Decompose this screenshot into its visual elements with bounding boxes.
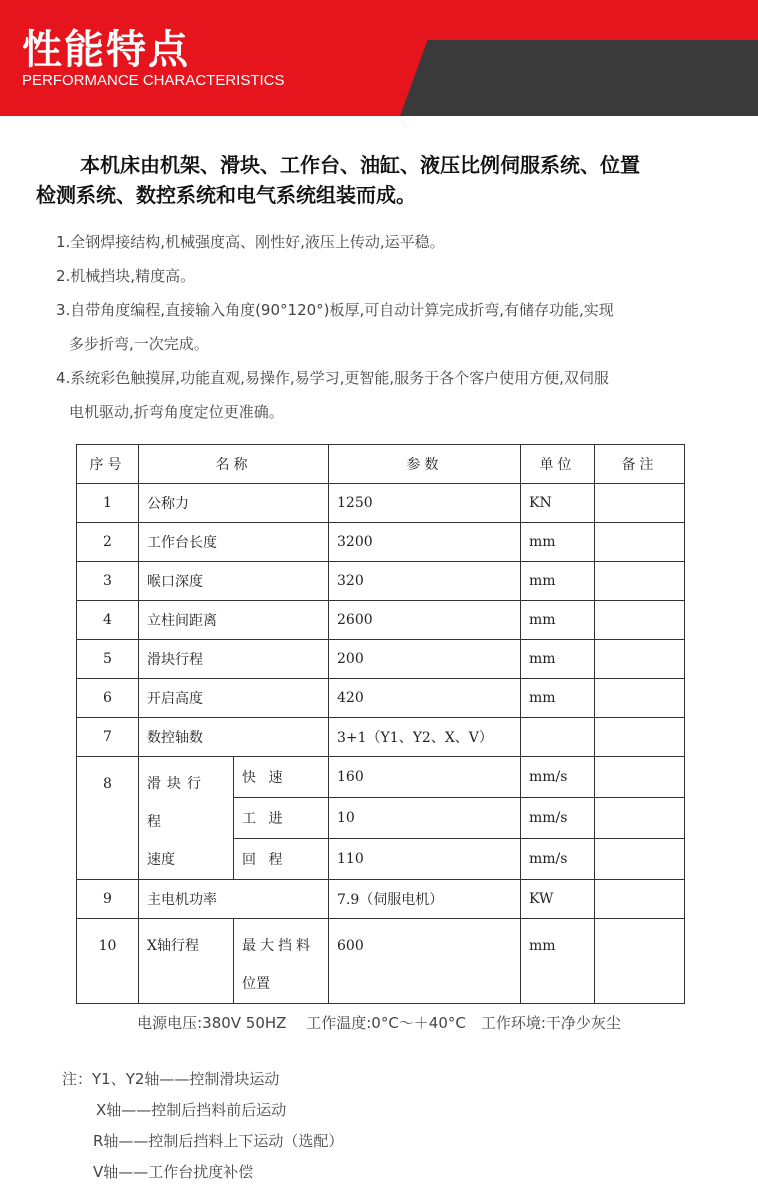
table-row-speed [77,757,685,798]
row-sub-line-2: 位置 [242,976,270,992]
axis-notes [62,1064,343,1188]
row-unit: mm [521,562,595,601]
row-remark [595,798,685,839]
row-unit: mm [521,919,595,1004]
table-header-row [77,445,685,484]
row-remark [595,718,685,757]
row-name: 工作台长度 [139,523,329,562]
row-name: 数控轴数 [139,718,329,757]
feature-item-1: 1.全钢焊接结构,机械强度高、刚性好,液压上传动,运平稳。 [56,233,445,251]
table-row [77,679,685,718]
row-no: 2 [77,523,139,562]
intro-line-2: 检测系统、数控系统和电气系统组装而成。 [36,183,416,207]
note-line-3: R轴——控制后挡料上下运动（选配） [93,1132,344,1150]
row-no: 4 [77,601,139,640]
row-remark [595,839,685,880]
row-no: 3 [77,562,139,601]
row-unit: mm [521,601,595,640]
feature-item-3-cont: 多步折弯,一次完成。 [69,335,209,353]
header-remark: 备注 [595,445,685,484]
row-unit: mm/s [521,757,595,798]
row-param: 110 [329,839,521,880]
row-name-line-2: 速度 [147,852,175,868]
row-param: 1250 [329,484,521,523]
header-no: 序号 [77,445,139,484]
row-param: 200 [329,640,521,679]
table-row [77,562,685,601]
row-name: 开启高度 [139,679,329,718]
row-unit [521,718,595,757]
note-line-4: V轴——工作台扰度补偿 [93,1163,254,1181]
row-no: 6 [77,679,139,718]
row-sub-label: 快 速 [234,757,329,798]
note-line-1: 注：Y1、Y2轴——控制滑块运动 [62,1070,280,1088]
row-name-line-1: 滑块行程 [147,776,207,830]
row-remark [595,679,685,718]
row-sub-line-1: 最大挡料 [242,938,314,954]
row-unit: mm [521,679,595,718]
row-no: 8 [77,757,139,880]
row-no: 5 [77,640,139,679]
section-subtitle: PERFORMANCE CHARACTERISTICS [22,72,285,89]
row-unit: mm [521,640,595,679]
row-param: 160 [329,757,521,798]
row-unit: KN [521,484,595,523]
row-param: 3200 [329,523,521,562]
power-info: 电源电压:380V 50HZ 工作温度:0°C～＋40°C 工作环境:干净少灰尘 [137,1014,621,1032]
row-param: 420 [329,679,521,718]
intro-line-1: 本机床由机架、滑块、工作台、油缸、液压比例伺服系统、位置 [80,153,640,177]
banner-dark-band [400,40,758,116]
row-unit: mm/s [521,839,595,880]
header-banner [0,0,758,116]
row-sub-label: 工 进 [234,798,329,839]
row-no: 10 [77,919,139,1004]
row-remark [595,880,685,919]
row-sub-label [234,919,329,1004]
feature-item-4: 4.系统彩色触摸屏,功能直观,易操作,易学习,更智能,服务于各个客户使用方便,双伺服 [56,369,609,387]
row-remark [595,484,685,523]
row-name: 主电机功率 [139,880,329,919]
row-name: 喉口深度 [139,562,329,601]
row-param: 3+1（Y1、Y2、X、V） [329,718,521,757]
row-remark [595,919,685,1004]
feature-list [56,225,716,429]
row-param: 600 [329,919,521,1004]
table-row [77,601,685,640]
table-row [77,523,685,562]
intro-paragraph [36,150,736,210]
row-remark [595,562,685,601]
row-unit: KW [521,880,595,919]
feature-item-4-cont: 电机驱动,折弯角度定位更准确。 [69,403,284,421]
note-line-2: X轴——控制后挡料前后运动 [96,1101,287,1119]
header-param: 参数 [329,445,521,484]
row-no: 9 [77,880,139,919]
row-no: 7 [77,718,139,757]
row-unit: mm [521,523,595,562]
row-param: 10 [329,798,521,839]
spec-table [76,444,685,1004]
table-row [77,718,685,757]
feature-item-2: 2.机械挡块,精度高。 [56,267,196,285]
table-row-xaxis [77,919,685,1004]
row-name: 立柱间距离 [139,601,329,640]
row-name: 滑块行程 [139,640,329,679]
header-unit: 单位 [521,445,595,484]
row-remark [595,640,685,679]
row-remark [595,601,685,640]
row-sub-label: 回 程 [234,839,329,880]
row-param: 2600 [329,601,521,640]
row-param: 320 [329,562,521,601]
table-row [77,880,685,919]
section-title: 性能特点 [22,27,190,73]
row-remark [595,523,685,562]
feature-item-3: 3.自带角度编程,直接输入角度(90°120°)板厚,可自动计算完成折弯,有储存功能,实现 [56,301,614,319]
row-name-speed [139,757,234,880]
row-param: 7.9（伺服电机） [329,880,521,919]
row-remark [595,757,685,798]
row-name: X轴行程 [139,919,234,1004]
row-unit: mm/s [521,798,595,839]
table-row [77,640,685,679]
row-no: 1 [77,484,139,523]
table-row [77,484,685,523]
header-name: 名称 [139,445,329,484]
row-name: 公称力 [139,484,329,523]
